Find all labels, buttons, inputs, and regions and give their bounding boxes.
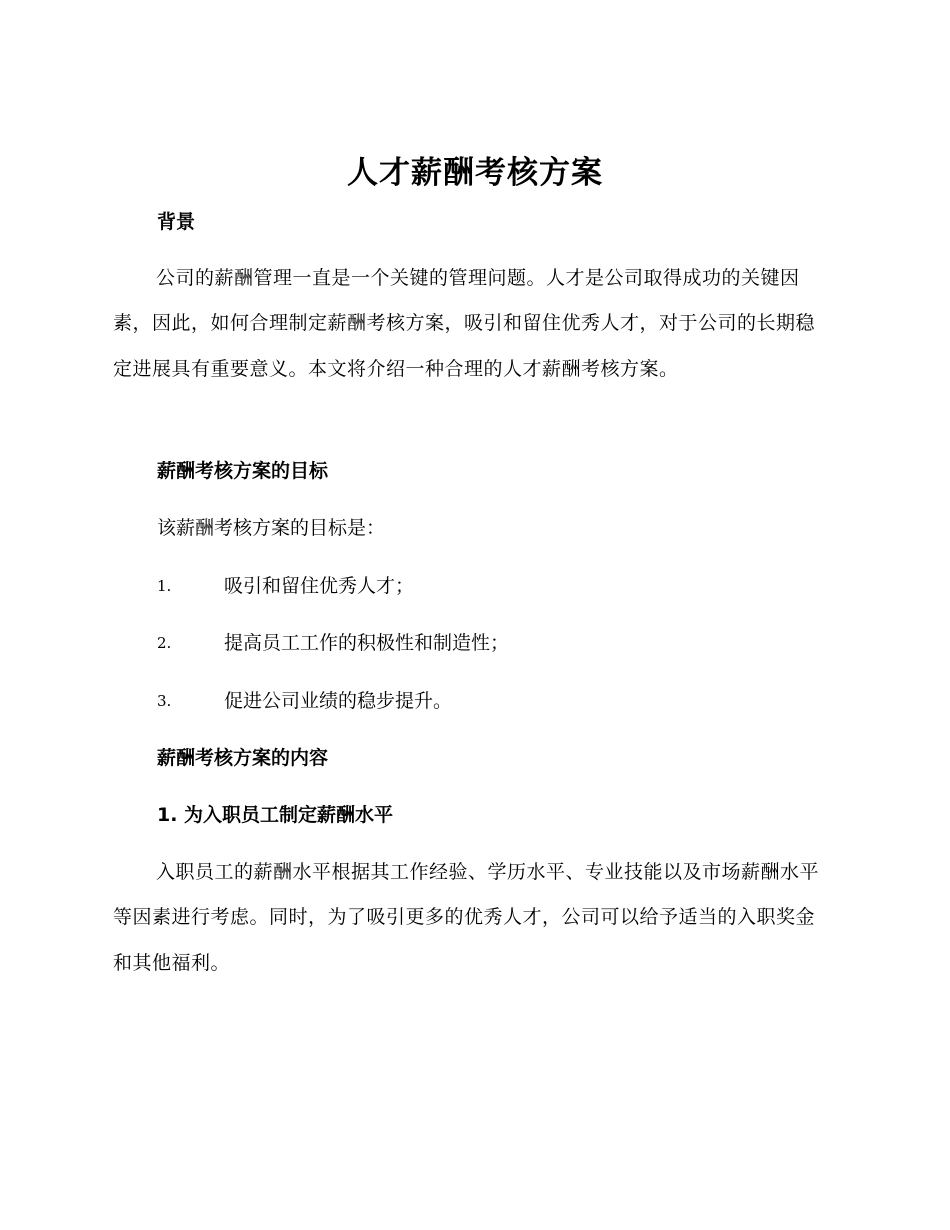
content-paragraph: 入职员工的薪酬水平根据其工作经验、学历水平、专业技能以及市场薪酬水平等因素进行考虑。同时，为了吸引更多的优秀人才，公司可以给予适当的入职奖金和其他福利。	[113, 861, 820, 974]
background-paragraph: 公司的薪酬管理一直是一个关键的管理问题。人才是公司取得成功的关键因素，因此，如何合理制定薪酬考核方案，吸引和留住优秀人才，对于公司的长期稳定进展具有重要意义。本文将介绍一种合理的人才薪酬考核方案。	[113, 267, 816, 380]
list-item-text: 促进公司业绩的稳步提升。	[224, 690, 453, 712]
section-heading-background: 背景	[157, 211, 196, 233]
list-item-number: 1.	[157, 577, 172, 595]
list-item	[157, 628, 857, 658]
list-item	[157, 571, 857, 601]
section-heading-content: 薪酬考核方案的内容	[157, 747, 329, 769]
list-item-number: 3.	[157, 692, 172, 710]
section-heading-goals: 薪酬考核方案的目标	[157, 460, 329, 482]
list-item-number: 2.	[157, 634, 172, 652]
goals-intro: 该薪酬考核方案的目标是：	[157, 517, 386, 539]
document-title: 人才薪酬考核方案	[347, 155, 603, 191]
list-item-text: 提高员工工作的积极性和制造性；	[224, 632, 510, 654]
list-item	[157, 686, 857, 716]
subsection-heading-salary-level: 1. 为入职员工制定薪酬水平	[157, 804, 394, 826]
list-item-text: 吸引和留住优秀人才；	[224, 575, 415, 597]
